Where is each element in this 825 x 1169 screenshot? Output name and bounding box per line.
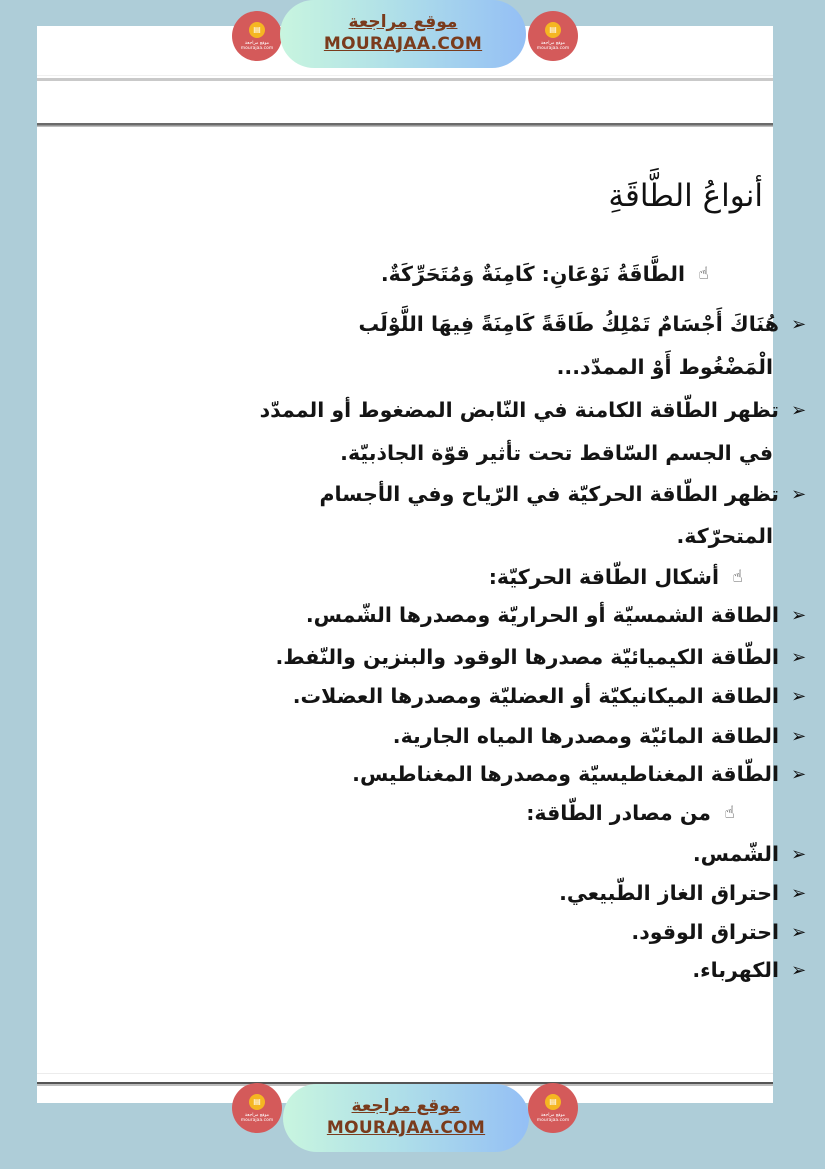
section-heading-text: الطَّاقَةُ نَوْعَانِ: كَامِنَةٌ وَمُتَحَرِّكَةٌ. — [380, 262, 685, 286]
arrow-bullet-icon: ➢ — [791, 604, 807, 626]
logo-caption-ar: موقع مراجعة — [540, 40, 566, 46]
site-domain-link[interactable]: MOURAJAA.COM — [326, 1118, 486, 1138]
list-item-text: الطاقة الشمسيّة أو الحراريّة ومصدرها الشّمس. — [305, 603, 779, 627]
list-item — [693, 842, 811, 866]
section-heading-energy-sources — [526, 801, 741, 825]
list-item-text: تظهر الطّاقة الحركيّة في الرّياح وفي الأجسام — [319, 482, 779, 506]
site-logo-right-top[interactable] — [528, 11, 578, 61]
section-heading-energy-types — [381, 262, 715, 286]
list-item — [393, 724, 811, 748]
site-banner-bottom[interactable] — [283, 1084, 529, 1152]
arrow-bullet-icon: ➢ — [791, 483, 807, 505]
page-title: أنواعُ الطَّاقَةِ — [608, 178, 763, 214]
logo-caption-en: mourajaa.com — [536, 45, 570, 51]
list-item — [293, 684, 811, 708]
section-heading-text: أشكال الطّاقة الحركيّة: — [488, 565, 719, 589]
section-heading-kinetic-forms — [489, 565, 749, 589]
arrow-bullet-icon: ➢ — [791, 399, 807, 421]
list-item — [631, 920, 811, 944]
list-item-text: احتراق الغاز الطّبيعي. — [559, 881, 779, 905]
list-item — [320, 482, 812, 506]
list-item-text: الطاقة المائيّة ومصدرها المياه الجارية. — [392, 724, 779, 748]
site-name-arabic[interactable]: موقع مراجعة — [351, 1096, 461, 1116]
book-icon: ▤ — [249, 22, 265, 38]
section-heading-text: من مصادر الطّاقة: — [526, 801, 711, 825]
list-item-continuation: الْمَضْغُوط أَوْ الممدّد... — [556, 355, 773, 379]
header-divider-light — [37, 78, 773, 81]
arrow-bullet-icon: ➢ — [791, 313, 807, 335]
arrow-bullet-icon: ➢ — [791, 763, 807, 785]
list-item — [260, 398, 811, 422]
logo-caption-ar: موقع مراجعة — [244, 40, 270, 46]
list-item-text: الطاقة الميكانيكيّة أو العضليّة ومصدرها العضلات. — [292, 684, 779, 708]
list-item — [559, 881, 811, 905]
list-item — [306, 603, 811, 627]
list-item-text: الكهرباء. — [692, 958, 779, 982]
arrow-bullet-icon: ➢ — [791, 725, 807, 747]
logo-caption-en: mourajaa.com — [536, 1117, 570, 1123]
list-item — [275, 645, 811, 669]
arrow-bullet-icon: ➢ — [791, 646, 807, 668]
site-banner-top[interactable] — [280, 0, 526, 68]
list-item-continuation: المتحرّكة. — [676, 524, 773, 548]
arrow-bullet-icon: ➢ — [791, 921, 807, 943]
site-name-arabic[interactable]: موقع مراجعة — [348, 12, 458, 32]
site-logo-left-top[interactable] — [232, 11, 282, 61]
pointing-hand-icon: ☝ — [732, 567, 744, 587]
pointing-hand-icon: ☝ — [724, 803, 736, 823]
list-item-continuation: في الجسم السّاقط تحت تأثير قوّة الجاذبيّة. — [340, 441, 773, 465]
logo-caption-en: mourajaa.com — [240, 45, 274, 51]
arrow-bullet-icon: ➢ — [791, 685, 807, 707]
header-divider-dark — [37, 123, 773, 127]
list-item-text: تظهر الطّاقة الكامنة في النّابض المضغوط أو الممدّد — [259, 398, 779, 422]
list-item — [692, 958, 811, 982]
logo-caption-ar: موقع مراجعة — [244, 1112, 270, 1118]
list-item-text: الشّمس. — [692, 842, 779, 866]
pointing-hand-icon: ☝ — [698, 264, 710, 284]
list-item — [352, 762, 811, 786]
site-logo-right-bottom[interactable] — [528, 1083, 578, 1133]
book-icon: ▤ — [249, 1094, 265, 1110]
book-icon: ▤ — [545, 1094, 561, 1110]
list-item-text: هُنَاكَ أَجْسَامٌ تَمْلِكُ طَاقَةً كَامِنَةً فِيهَا اللَّوْلَب — [358, 312, 779, 336]
site-domain-link[interactable]: MOURAJAA.COM — [323, 34, 483, 54]
logo-caption-en: mourajaa.com — [240, 1117, 274, 1123]
arrow-bullet-icon: ➢ — [791, 843, 807, 865]
book-icon: ▤ — [545, 22, 561, 38]
list-item-text: احتراق الوقود. — [631, 920, 779, 944]
list-item-text: الطّاقة المغناطيسيّة ومصدرها المغناطيس. — [352, 762, 779, 786]
arrow-bullet-icon: ➢ — [791, 959, 807, 981]
list-item — [358, 312, 811, 336]
arrow-bullet-icon: ➢ — [791, 882, 807, 904]
logo-caption-ar: موقع مراجعة — [540, 1112, 566, 1118]
list-item-text: الطّاقة الكيميائيّة مصدرها الوقود والبنزين والنّفط. — [275, 645, 779, 669]
site-logo-left-bottom[interactable] — [232, 1083, 282, 1133]
